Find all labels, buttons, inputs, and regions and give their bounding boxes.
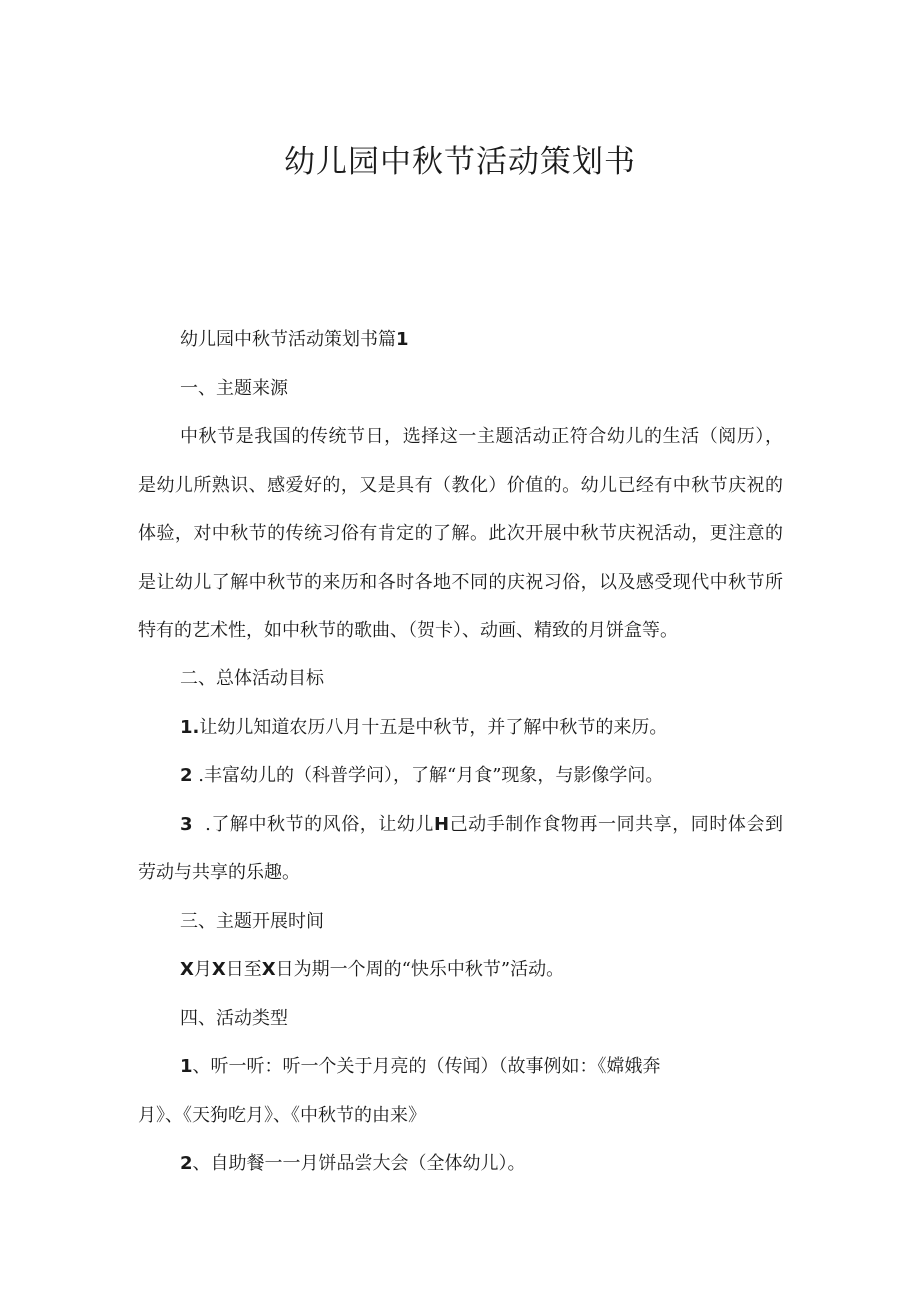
placeholder-x: X (211, 959, 226, 980)
placeholder-x: X (261, 959, 276, 980)
section-heading-text: 幼儿园中秋节活动策划书篇 (180, 329, 396, 350)
schedule-text (180, 957, 564, 983)
heading-activity-types: 四、活动类型 (180, 1008, 288, 1029)
schedule-part: 日为期一个周的“快乐中秋节”活动。 (275, 959, 565, 980)
goal-letter: H (433, 814, 450, 835)
schedule-part: 月 (193, 959, 212, 980)
heading-topic-source: 一、主题来源 (180, 378, 288, 399)
activity-text: 、自助餐一一月饼品尝大会（全体幼儿）。 (192, 1153, 526, 1174)
goal-number: 2 (180, 765, 193, 786)
goal-item-1 (180, 715, 667, 741)
document-title: 幼儿园中秋节活动策划书 (284, 144, 636, 180)
activity-item-1 (180, 1054, 661, 1080)
goal-number: 3 (180, 814, 193, 835)
goal-text: 让幼儿知道农历八月十五是中秋节，并了解中秋节的来历。 (199, 717, 668, 738)
goal-number: 1. (180, 717, 200, 738)
section-heading (180, 327, 409, 353)
placeholder-x: X (180, 959, 194, 980)
goal-text: .了解中秋节的风俗，让幼儿 (205, 814, 434, 835)
section-heading-number: 1 (396, 329, 409, 350)
goal-text: 己动手制作食物再一同共享，同时体会到 (449, 814, 783, 835)
goal-item-3 (180, 812, 783, 838)
schedule-part: 日至 (225, 959, 262, 980)
heading-overall-goals: 二、总体活动目标 (180, 668, 324, 689)
activity-number: 1 (180, 1056, 193, 1077)
activity-item-1-continued: 月》、《天狗吃月》、《中秋节的由来》 (138, 1105, 426, 1126)
paragraph-line: 是幼儿所熟识、感爱好的，又是具有（教化）价值的。幼儿已经有中秋节庆祝的 (138, 475, 783, 496)
paragraph-line: 是让幼儿了解中秋节的来历和各时各地不同的庆祝习俗，以及感受现代中秋节所 (138, 572, 783, 593)
goal-text: .丰富幼儿的（科普学问），了解“月食”现象，与影像学问。 (198, 765, 664, 786)
activity-text: 、听一听：听一个关于月亮的（传闻）（故事例如：《嫦娥奔 (192, 1056, 661, 1077)
activity-item-2 (180, 1151, 526, 1177)
activity-number: 2 (180, 1153, 193, 1174)
paragraph-line: 中秋节是我国的传统节日，选择这一主题活动正符合幼儿的生活（阅历）， (180, 426, 783, 447)
goal-item-2 (180, 763, 663, 789)
heading-schedule: 三、主题开展时间 (180, 911, 324, 932)
paragraph-line: 特有的艺术性，如中秋节的歌曲、（贺卡）、动画、精致的月饼盒等。 (138, 620, 678, 641)
paragraph-line: 体验，对中秋节的传统习俗有肯定的了解。此次开展中秋节庆祝活动，更注意的 (138, 523, 783, 544)
goal-item-3-continued: 劳动与共享的乐趣。 (138, 862, 300, 883)
